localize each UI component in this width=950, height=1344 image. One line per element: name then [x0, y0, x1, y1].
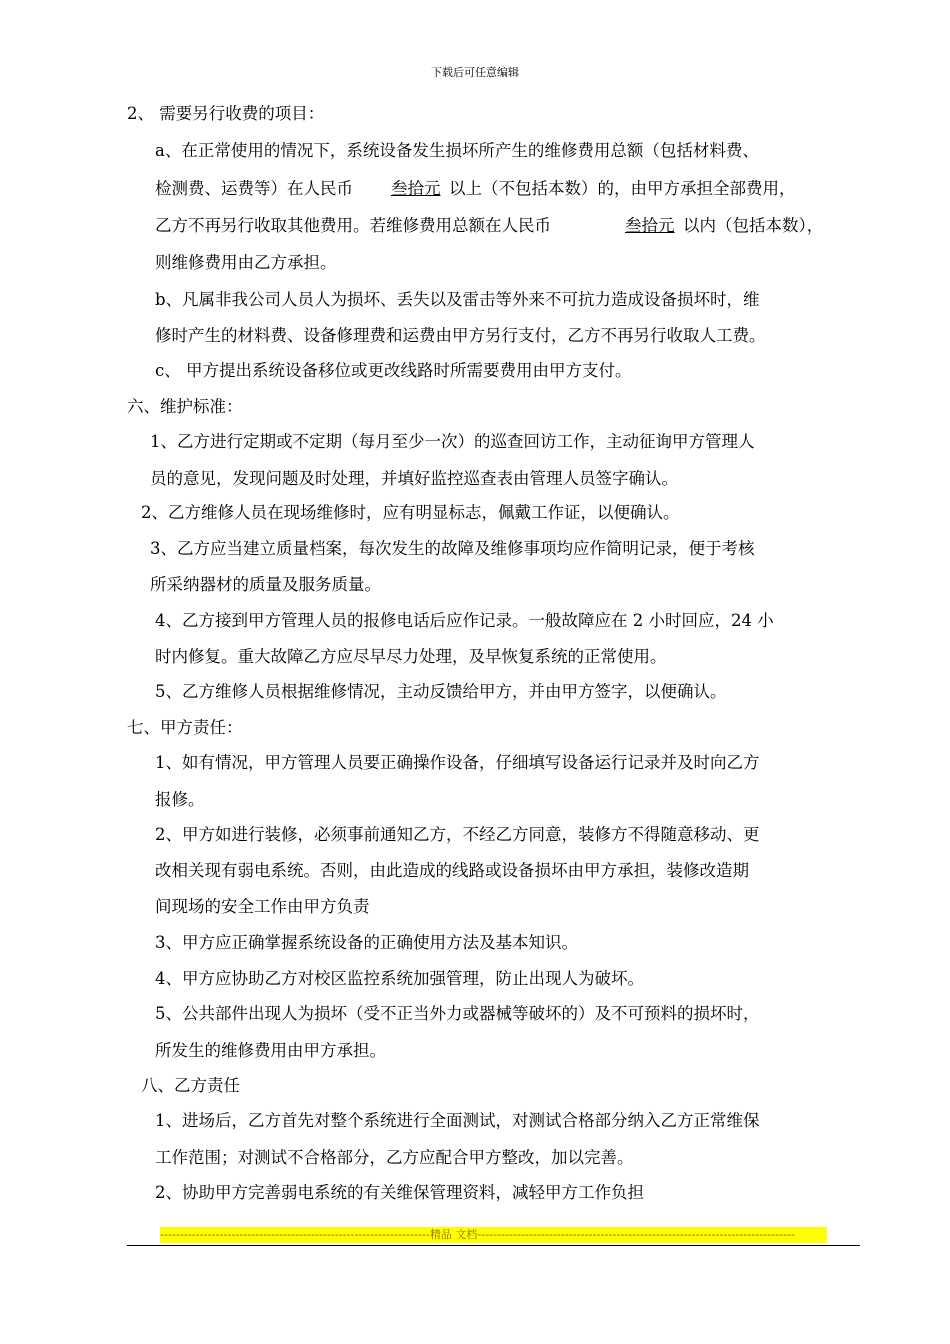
- text-line: 3、甲方应正确掌握系统设备的正确使用方法及基本知识。: [155, 933, 578, 952]
- text-line: c、 甲方提出系统设备移位或更改线路时所需要费用由甲方支付。: [155, 361, 632, 380]
- text-line: 2、 需要另行收费的项目：: [127, 104, 325, 123]
- text-line: 所发生的维修费用由甲方承担。: [155, 1041, 386, 1060]
- text-line: 员的意见，发现问题及时处理，并填好监控巡查表由管理人员签字确认。: [150, 469, 678, 488]
- text-line: 5、公共部件出现人为损坏（受不正当外力或器械等破坏的）及不可预料的损坏时，: [155, 1004, 760, 1023]
- text-line: 检测费、运费等）在人民币: [155, 179, 353, 198]
- text-line: 所采纳器材的质量及服务质量。: [150, 575, 381, 594]
- text-line: 5、乙方维修人员根据维修情况，主动反馈给甲方，并由甲方签字，以便确认。: [155, 682, 727, 701]
- text-line: 修时产生的材料费、设备修理费和运费由甲方另行支付，乙方不再另行收取人工费。: [155, 326, 766, 345]
- text-line: 3、乙方应当建立质量档案，每次发生的故障及维修事项均应作简明记录，便于考核: [150, 539, 755, 558]
- text-line: 时内修复。重大故障乙方应尽早尽力处理，及早恢复系统的正常使用。: [155, 647, 667, 666]
- text-line: 乙方不再另行收取其他费用。若维修费用总额在人民币: [155, 216, 551, 235]
- text-line: 间现场的安全工作由甲方负责: [155, 897, 370, 916]
- underlined-amount: 叁拾元: [391, 179, 441, 198]
- text-line: 2、协助甲方完善弱电系统的有关维保管理资料，减轻甲方工作负担: [155, 1183, 644, 1202]
- text-line: 报修。: [155, 790, 205, 809]
- text-line: 六、维护标准：: [127, 397, 243, 416]
- text-line: b、凡属非我公司人员人为损坏、丢失以及雷击等外来不可抗力造成设备损坏时，维: [155, 290, 760, 309]
- text-line: 1、进场后，乙方首先对整个系统进行全面测试，对测试合格部分纳入乙方正常维保: [155, 1111, 760, 1130]
- footer-banner: --------------------------------------------------------------------精品 文档--------------------------------------------------------------------------------: [160, 1227, 827, 1243]
- text-line: 八、乙方责任: [141, 1076, 240, 1095]
- text-line: 以上（不包括本数）的，由甲方承担全部费用，: [449, 179, 796, 198]
- text-line: 4、甲方应协助乙方对校区监控系统加强管理，防止出现人为破坏。: [155, 969, 644, 988]
- text-line: 1、乙方进行定期或不定期（每月至少一次）的巡查回访工作，主动征询甲方管理人: [150, 432, 755, 451]
- page-header: 下载后可任意编辑: [431, 66, 519, 79]
- text-line: 1、如有情况，甲方管理人员要正确操作设备，仔细填写设备运行记录并及时向乙方: [155, 753, 760, 772]
- text-line: 2、甲方如进行装修，必须事前通知乙方，不经乙方同意，装修方不得随意移动、更: [155, 825, 760, 844]
- text-line: 七、甲方责任：: [127, 718, 243, 737]
- text-line: 则维修费用由乙方承担。: [155, 253, 337, 272]
- text-line: a、在正常使用的情况下，系统设备发生损坏所产生的维修费用总额（包括材料费、: [155, 141, 759, 160]
- text-line: 2、乙方维修人员在现场维修时，应有明显标志，佩戴工作证，以便确认。: [141, 503, 680, 522]
- text-line: 4、乙方接到甲方管理人员的报修电话后应作记录。一般故障应在 2 小时回应，24 小: [155, 611, 774, 630]
- footer-divider: [127, 1245, 860, 1246]
- text-line: 以内（包括本数），: [683, 216, 824, 235]
- text-line: 工作范围；对测试不合格部分，乙方应配合甲方整改，加以完善。: [155, 1148, 634, 1167]
- text-line: 改相关现有弱电系统。否则，由此造成的线路或设备损坏由甲方承担，装修改造期: [155, 861, 749, 880]
- underlined-amount: 叁拾元: [625, 216, 675, 235]
